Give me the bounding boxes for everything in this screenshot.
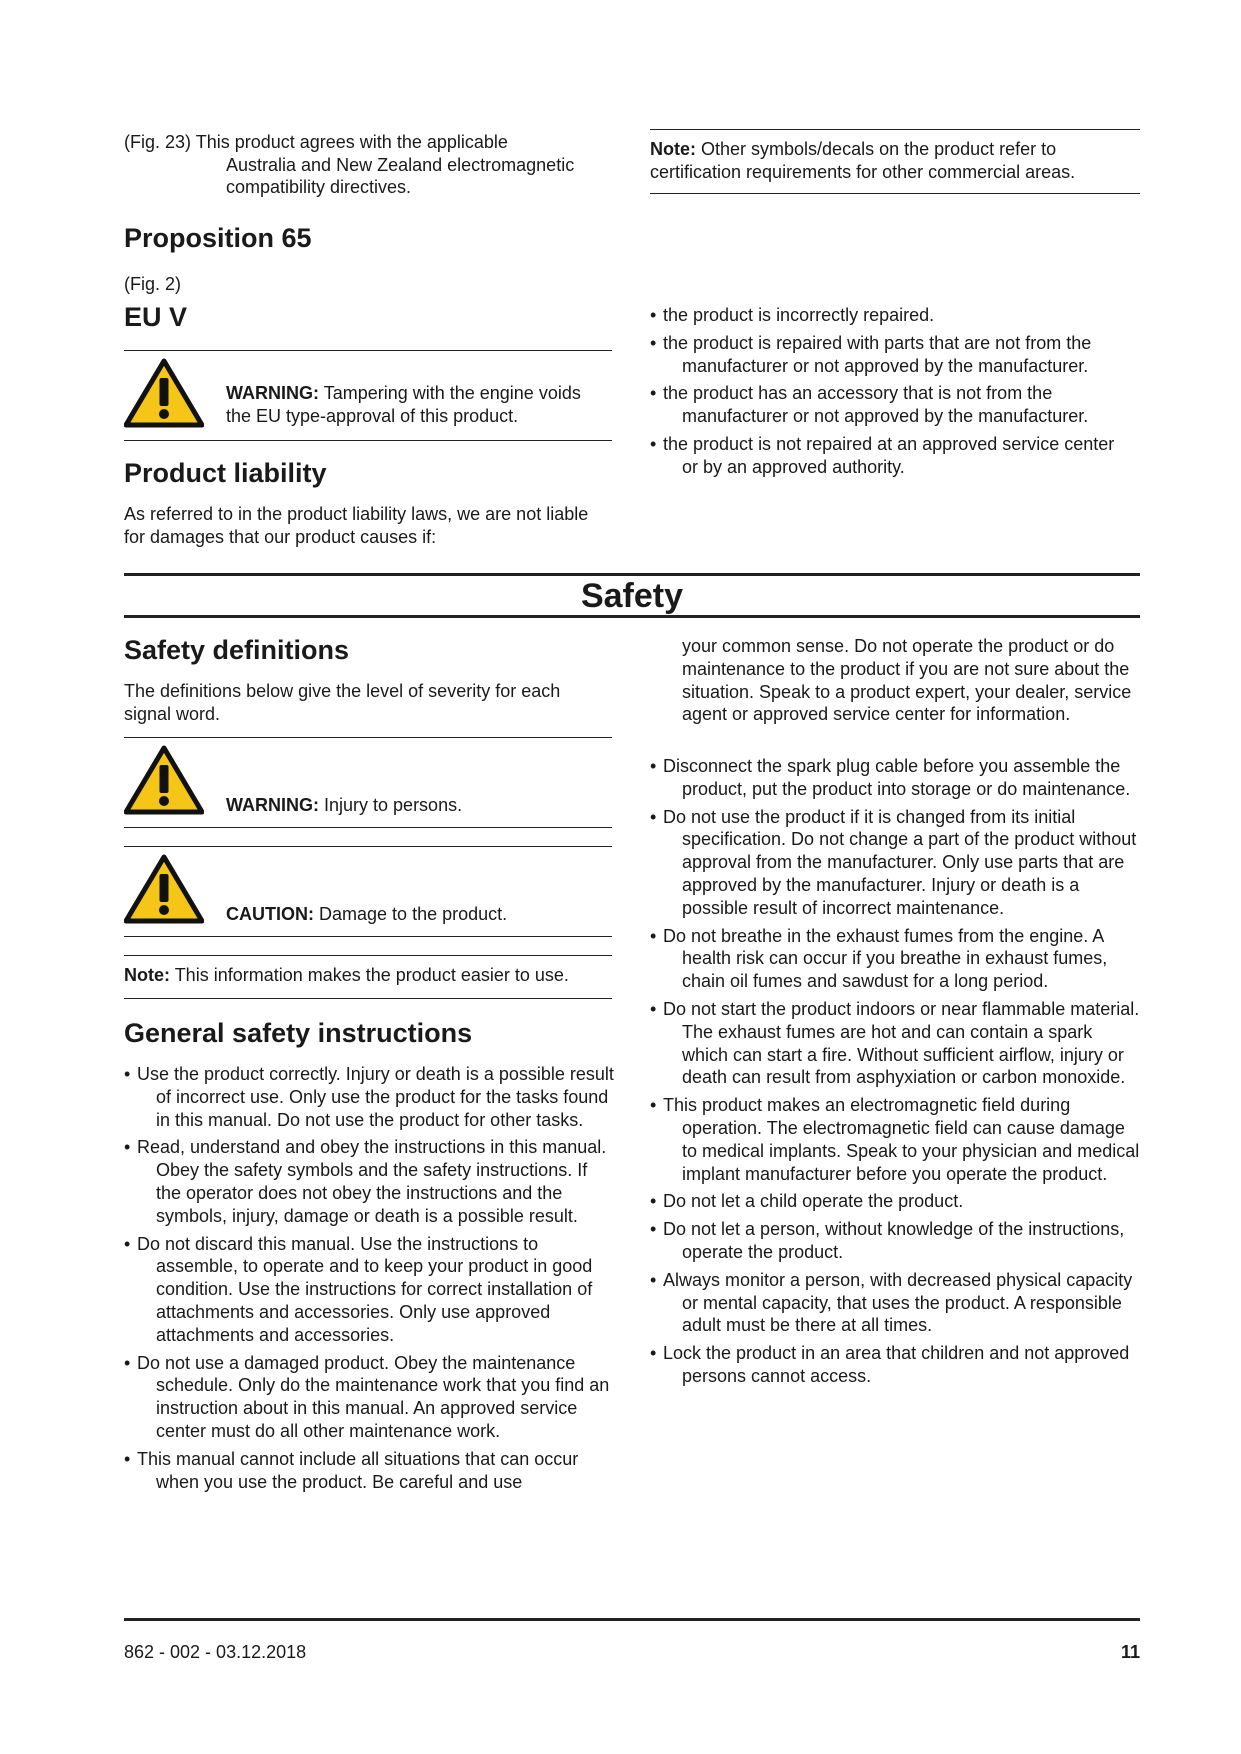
list-item: • Always monitor a person, with decreased physical capacity or mental capacity, that uses the product. A responsible adult must be there at all times. [650,1269,1133,1336]
euv-heading: EU V [124,302,188,332]
safety-definitions-heading: Safety definitions [124,635,350,665]
footer-doc-code: 862 - 002 - 03.12.2018 [124,1642,307,1662]
product-liability-list [650,304,1130,484]
general-safety-heading: General safety instructions [124,1018,473,1048]
safety-definitions-intro: The definitions below give the level of severity for each signal word. [124,681,561,724]
fig23-paragraph [124,131,612,199]
caution-triangle-icon [124,854,204,924]
general-safety-continuation: your common sense. Do not operate the product or do maintenance to the product if you are not sure about the situation. Speak to a product expert, your dealer, service agent or approved service center for information. [682,636,1132,725]
warning-def-bottom-rule [124,827,612,828]
list-item: • This manual cannot include all situations that can occur when you use the product. Be careful and use [124,1448,579,1492]
caution-def-text: Damage to the product. [319,904,508,924]
list-item: • Do not use the product if it is changed from its initial specification. Do not change a part of the product without approval from the manufacturer. Only use parts that are approved by the manufacturer. Injury or death is a possible result of incorrect maintenance. [650,806,1137,918]
proposition65-heading: Proposition 65 [124,223,312,253]
list-item: • This product makes an electromagnetic field during operation. The electromagnetic field can cause damage to medical implants. Speak to your physician and medical implant manufacturer before you operate the product. [650,1095,1140,1184]
list-item: • the product has an accessory that is not from the manufacturer or not approved by the manufacturer. [650,383,1089,427]
note-label: Note: [650,139,696,159]
caution-def-bottom-rule [124,936,612,937]
euv-bottom-rule [124,440,612,441]
list-item: • Do not let a child operate the product. [650,1191,964,1212]
warning-triangle-icon [124,358,204,428]
list-item: • Read, understand and obey the instructions in this manual. Obey the safety symbols and the safety instructions. If the operator does not obey the instructions and the symbols, injury, damage or death is a possible result. [124,1137,607,1226]
list-item: • Do not discard this manual. Use the instructions to assemble, to operate and to keep your product in good condition. Use the instructions for correct installation of attachments and accessories. Only use approved attachments and accessories. [124,1233,593,1345]
caution-def-top-rule [124,846,612,847]
note-def-text: This information makes the product easier to use. [174,965,569,985]
proposition65-fig: (Fig. 2) [124,274,182,294]
fig23-text-rest: Australia and New Zealand electromagnetic compatibility directives. [226,154,575,197]
footer-page-number: 11 [1120,1642,1140,1662]
warning-def-label: WARNING: [226,795,319,815]
product-liability-intro: As referred to in the product liability laws, we are not liable for damages that our product causes if: [124,504,589,547]
list-item: • Do not breathe in the exhaust fumes from the engine. A health risk can occur if you breathe in exhaust fumes, chain oil fumes and sawdust for a long period. [650,925,1108,992]
warning-def-top-rule [124,737,612,738]
safety-bottom-rule [124,615,1140,618]
general-safety-list-left [124,1063,614,1498]
fig23-label: (Fig. 23) [124,132,192,152]
general-safety-list-right [650,755,1140,1393]
footer-rule [124,1618,1140,1621]
list-item: • Do not use a damaged product. Obey the maintenance schedule. Only do the maintenance work that you find an instruction about in this manual. An approved service center must do all other maintenance work. [124,1352,610,1441]
note-bottom-rule [650,193,1140,194]
note-symbols [650,138,1140,183]
note-text: Other symbols/decals on the product refer to certification requirements for other commercial areas. [650,139,1076,182]
euv-top-rule [124,350,612,351]
warning-def-text: Injury to persons. [324,795,463,815]
euv-warning-text: Tampering with the engine voids the EU type-approval of this product. [226,383,581,426]
list-item: • the product is not repaired at an approved service center or by an approved authority. [650,433,1115,477]
euv-warning-label: WARNING: [226,383,319,403]
note-def-top-rule [124,955,612,956]
list-item: • the product is incorrectly repaired. [650,305,935,325]
note-definition [124,964,614,987]
warning-definition-box [124,745,612,825]
caution-def-label: CAUTION: [226,904,314,924]
note-top-rule [650,129,1140,130]
caution-definition-box [124,854,612,934]
list-item: • the product is repaired with parts that are not from the manufacturer or not approved by the manufacturer. [650,332,1092,376]
fig23-text-line1: This product agrees with the applicable [195,132,508,152]
product-liability-heading: Product liability [124,458,327,488]
note-def-label: Note: [124,965,170,985]
list-item: • Lock the product in an area that children and not approved persons cannot access. [650,1343,1130,1386]
euv-warning-box [124,358,612,438]
note-def-bottom-rule [124,998,612,999]
list-item: • Disconnect the spark plug cable before you assemble the product, put the product into storage or do maintenance. [650,756,1131,799]
warning-triangle-icon [124,745,204,815]
list-item: • Do not let a person, without knowledge of the instructions, operate the product. [650,1219,1125,1262]
list-item: • Use the product correctly. Injury or death is a possible result of incorrect use. Only use the product for the tasks found in this manual. Do not use the product for other tasks. [124,1064,614,1130]
safety-section-title: Safety [580,577,684,615]
list-item: • Do not start the product indoors or near flammable material. The exhaust fumes are hot and can contain a spark which can start a fire. Without sufficient airflow, injury or death can result from asphyxiation or carbon monoxide. [650,998,1140,1088]
